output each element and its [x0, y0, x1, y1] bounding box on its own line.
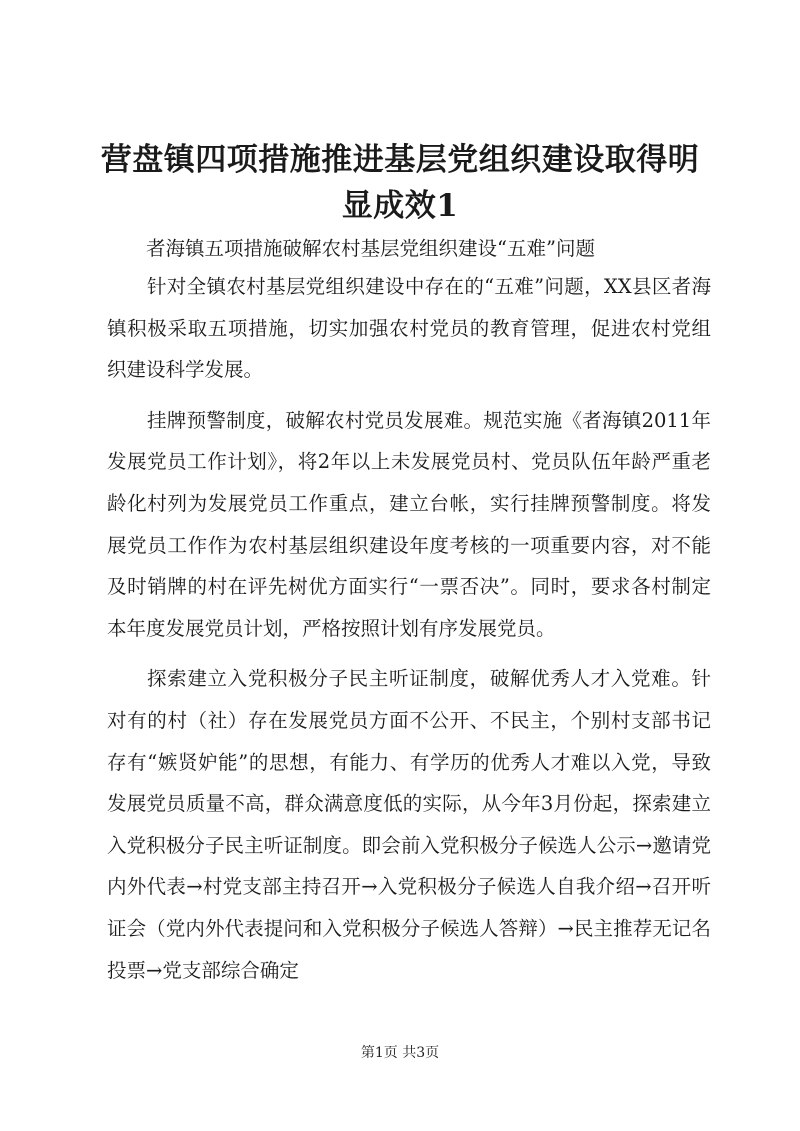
paragraph-intro: 针对全镇农村基层党组织建设中存在的“五难”问题，XX县区者海镇积极采取五项措施，切实加强农村党员的教育管理，促进农村党组织建设科学发展。: [107, 275, 711, 382]
paragraph-warning-system: 挂牌预警制度，破解农村党员发展难。规范实施《者海镇2011年发展党员工作计划》，将2年以上未发展党员村、党员队伍年龄严重老龄化村列为发展党员工作重点，建立台帐，实行挂牌预警制度。将发展党员工作作为农村基层组织建设年度考核的一项重要内容，对不能及时销牌的村在评先树优方面实行“一票否决”。同时，要求各村制定本年度发展党员计划，严格按照计划有序发展党员。: [107, 408, 711, 640]
document-title: 营盘镇四项措施推进基层党组织建设取得明显成效1: [100, 142, 700, 224]
paragraph-hearing-system: 探索建立入党积极分子民主听证制度，破解优秀人才入党难。针对有的村（社）存在发展党员方面不公开、不民主，个别村支部书记存有“嫉贤妒能”的思想，有能力、有学历的优秀人才难以入党，导致发展党员质量不高，群众满意度低的实际，从今年3月份起，探索建立入党积极分子民主听证制度。即会前入党积极分子候选人公示→邀请党内外代表→村党支部主持召开→入党积极分子候选人自我介绍→召开听证会（党内外代表提问和入党积极分子候选人答辩）→民主推荐无记名投票→党支部综合确定: [107, 667, 711, 982]
document-subtitle: 者海镇五项措施破解农村基层党组织建设“五难”问题: [146, 237, 595, 260]
page-footer: 第1页 共3页: [360, 1045, 440, 1061]
document-body: [107, 266, 711, 1000]
